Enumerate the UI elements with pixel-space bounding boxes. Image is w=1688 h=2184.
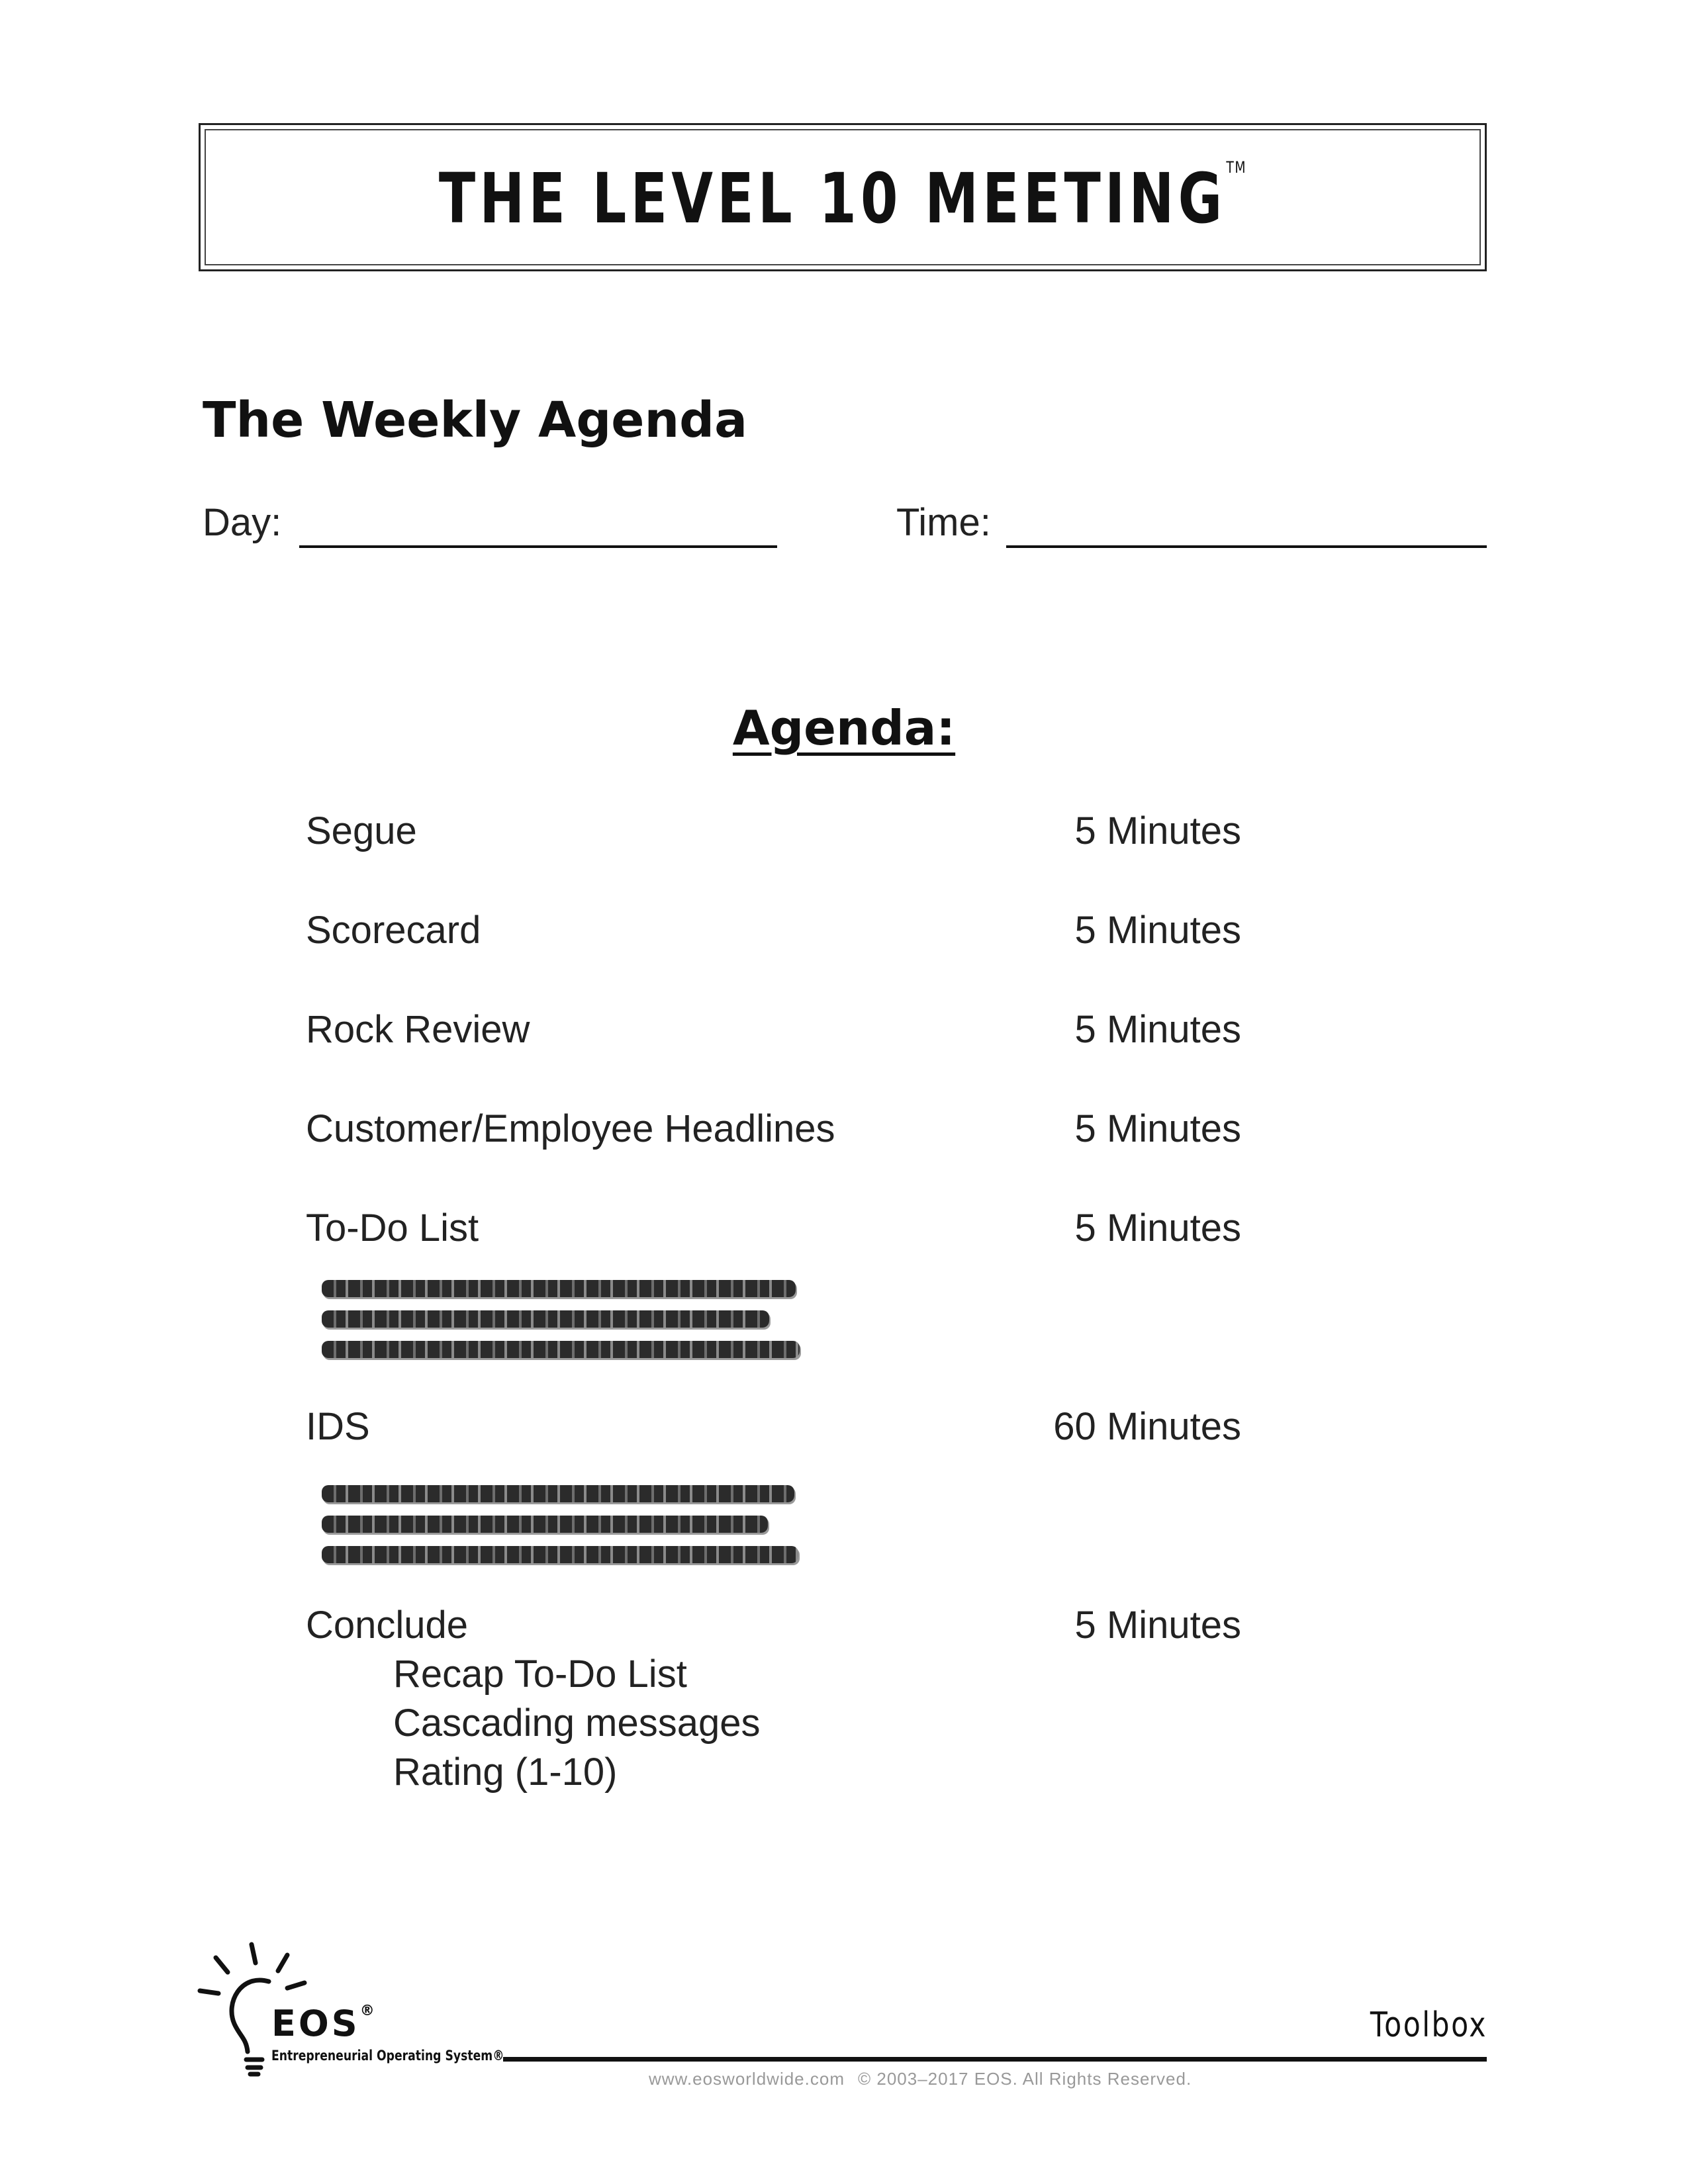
time-field[interactable] (1006, 545, 1487, 548)
title-box (199, 123, 1487, 271)
conclude-subitem-cascading: Cascading messages (393, 1702, 761, 1745)
redacted-line (322, 1516, 768, 1533)
agenda-duration-headlines: 5 Minutes (1074, 1107, 1241, 1150)
agenda-duration-rock-review: 5 Minutes (1074, 1008, 1241, 1051)
eos-brand-text: EOS (271, 2003, 360, 2044)
agenda-item-rock-review: Rock Review (306, 1008, 530, 1051)
eos-wordmark (271, 2003, 377, 2044)
agenda-item-headlines: Customer/Employee Headlines (306, 1107, 835, 1150)
document-title (342, 158, 1343, 239)
eos-tagline: Entrepreneurial Operating System® (271, 2048, 504, 2064)
agenda-item-ids: IDS (306, 1405, 370, 1448)
time-label: Time: (896, 501, 991, 544)
redacted-line (322, 1341, 800, 1358)
day-field[interactable] (299, 545, 777, 548)
registered-mark: ® (359, 2003, 377, 2019)
agenda-duration-conclude: 5 Minutes (1074, 1604, 1241, 1647)
agenda-duration-scorecard: 5 Minutes (1074, 909, 1241, 952)
agenda-duration-todo-list: 5 Minutes (1074, 1206, 1241, 1250)
agenda-heading (0, 700, 1688, 756)
redacted-line (322, 1546, 798, 1563)
agenda-duration-ids: 60 Minutes (1053, 1405, 1241, 1448)
agenda-duration-segue: 5 Minutes (1074, 809, 1241, 852)
footer-divider (503, 2057, 1487, 2062)
agenda-item-conclude: Conclude (306, 1604, 469, 1647)
agenda-item-todo-list: To-Do List (306, 1206, 479, 1250)
redacted-line (322, 1280, 796, 1297)
document-title-text: THE LEVEL 10 MEETING (438, 158, 1227, 239)
toolbox-label: Toolbox (1370, 2005, 1487, 2045)
conclude-subitem-recap: Recap To-Do List (393, 1653, 687, 1696)
footer-website[interactable]: www.eosworldwide.com (649, 2069, 845, 2089)
redacted-line (322, 1310, 769, 1328)
agenda-heading-text: Agenda: (732, 700, 956, 756)
footer-copyright: © 2003–2017 EOS. All Rights Reserved. (858, 2069, 1192, 2089)
day-label: Day: (203, 501, 282, 544)
conclude-subitem-rating: Rating (1-10) (393, 1751, 618, 1794)
agenda-item-segue: Segue (306, 809, 417, 852)
weekly-agenda-heading: The Weekly Agenda (203, 392, 748, 449)
agenda-item-scorecard: Scorecard (306, 909, 481, 952)
redacted-line (322, 1485, 794, 1502)
trademark-mark: TM (1226, 158, 1247, 177)
